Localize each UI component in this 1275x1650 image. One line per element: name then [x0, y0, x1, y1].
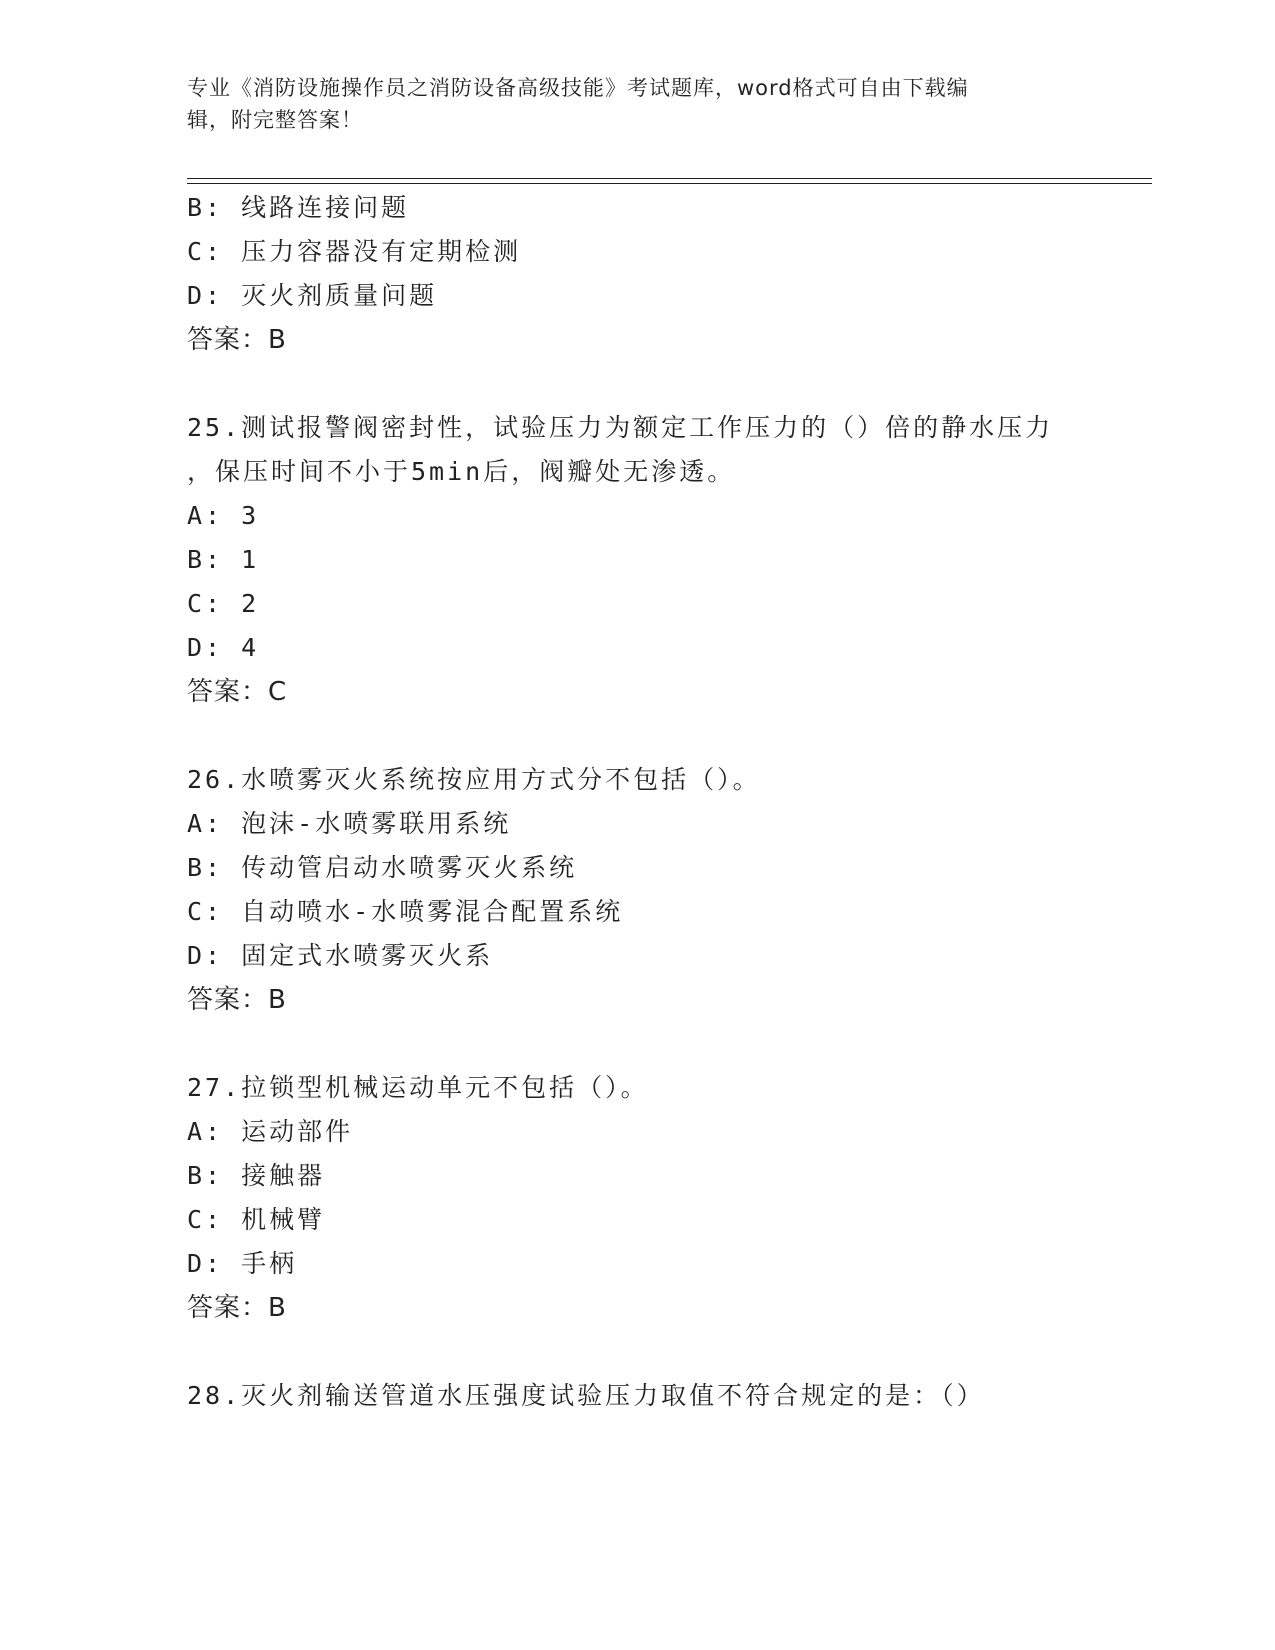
q27-answer: 答案：B: [187, 1293, 287, 1323]
q27-stem: 27.拉锁型机械运动单元不包括（）。: [187, 1073, 649, 1102]
header-divider-bottom: [187, 183, 1152, 184]
q27-option-d: D: 手柄: [187, 1249, 298, 1278]
q24-option-b: B: 线路连接问题: [187, 193, 410, 222]
q24-answer: 答案：B: [187, 325, 287, 355]
q24-option-c: C: 压力容器没有定期检测: [187, 237, 522, 266]
q26-stem: 26.水喷雾灭火系统按应用方式分不包括（）。: [187, 765, 761, 794]
header-line-1: 专业《消防设施操作员之消防设备高级技能》考试题库，word格式可自由下载编: [187, 76, 969, 100]
q25-answer: 答案：C: [187, 677, 288, 707]
q26-option-d: D: 固定式水喷雾灭火系: [187, 941, 494, 970]
q24-option-d: D: 灭火剂质量问题: [187, 281, 438, 310]
q27-option-c: C: 机械臂: [187, 1205, 326, 1234]
q28-stem: 28.灭火剂输送管道水压强度试验压力取值不符合规定的是：（）: [187, 1381, 985, 1410]
q25-option-c: C: 2: [187, 589, 260, 618]
q26-option-b: B: 传动管启动水喷雾灭火系统: [187, 853, 578, 882]
q27-option-a: A: 运动部件: [187, 1117, 354, 1146]
q26-option-a: A: 泡沫-水喷雾联用系统: [187, 809, 512, 838]
document-header: [187, 72, 1067, 136]
q25-option-a: A: 3: [187, 501, 260, 530]
q25-stem-line-2: ，保压时间不小于5min后，阀瓣处无渗透。: [187, 457, 736, 486]
q27-option-b: B: 接触器: [187, 1161, 326, 1190]
header-line-2: 辑，附完整答案！: [187, 108, 363, 132]
q25-stem-line-1: 25.测试报警阀密封性，试验压力为额定工作压力的（）倍的静水压力: [187, 413, 1054, 442]
q26-option-c: C: 自动喷水-水喷雾混合配置系统: [187, 897, 624, 926]
header-divider-top: [187, 178, 1152, 179]
q25-option-d: D: 4: [187, 633, 260, 662]
q26-answer: 答案：B: [187, 985, 287, 1015]
q25-option-b: B: 1: [187, 545, 260, 574]
